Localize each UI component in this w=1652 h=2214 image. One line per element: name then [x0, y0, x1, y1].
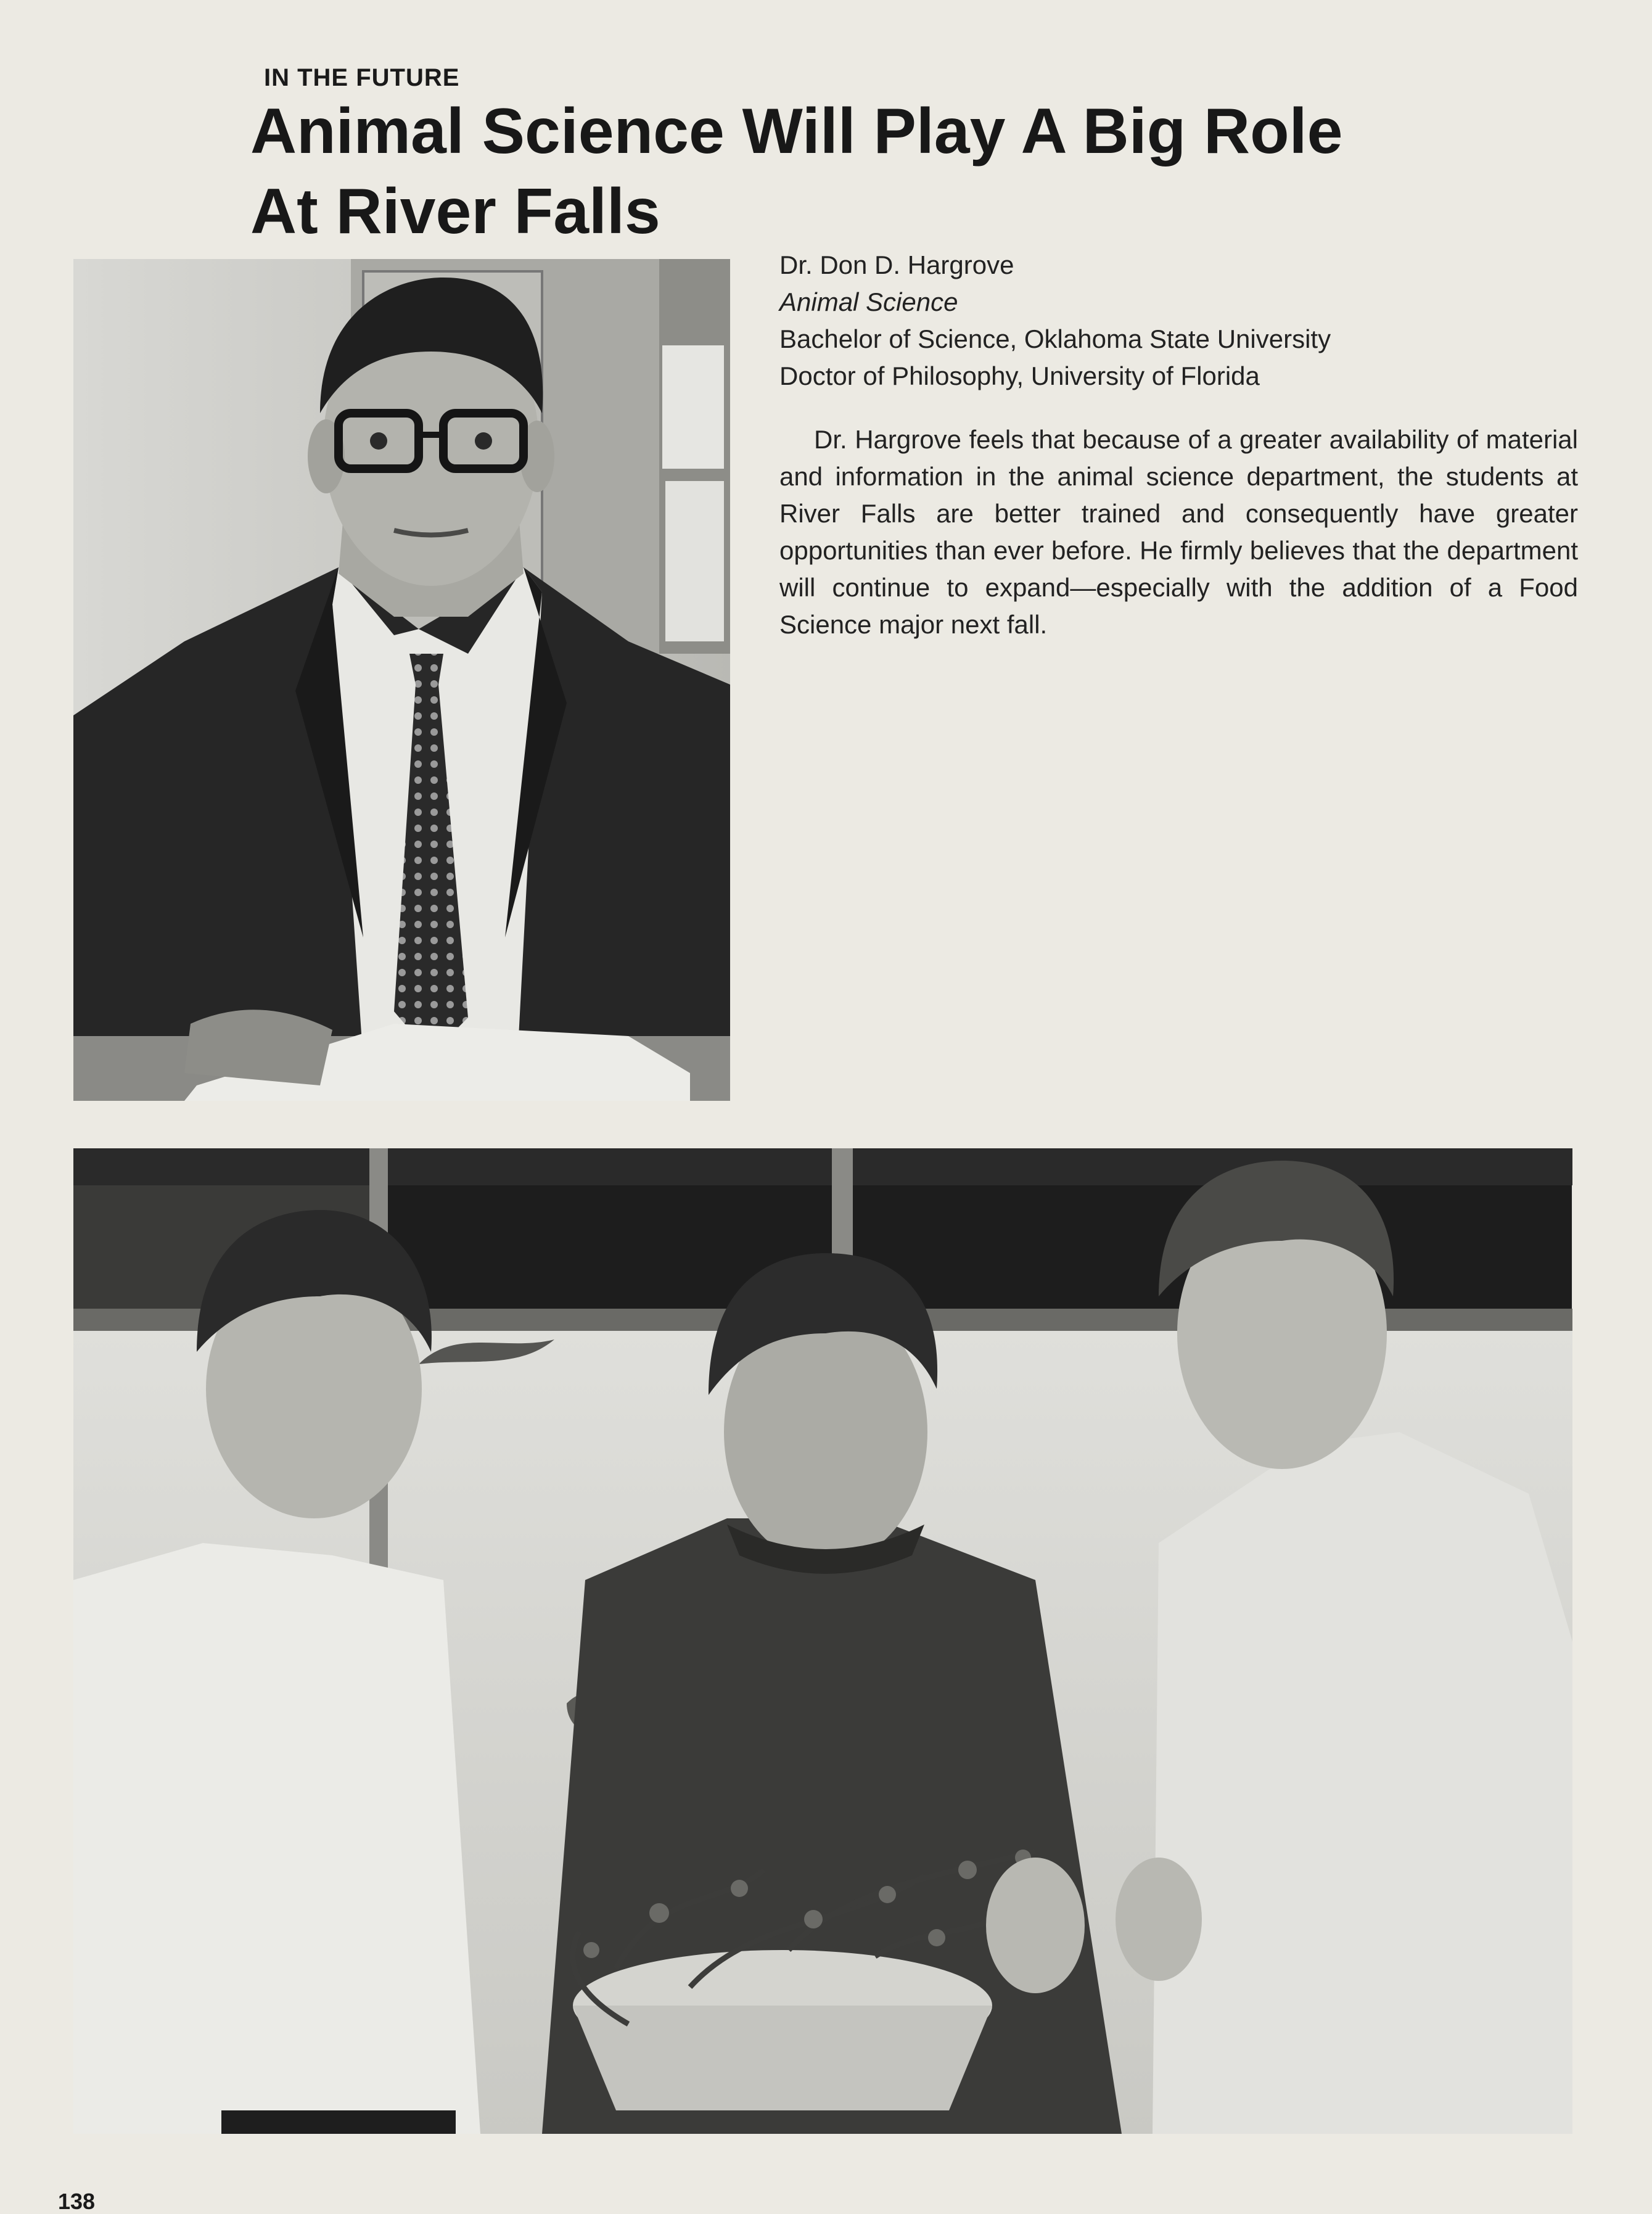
profile-degree-bachelor: Bachelor of Science, Oklahoma State University — [779, 324, 1331, 353]
page-number: 138 — [58, 2189, 96, 2214]
kicker: IN THE FUTURE — [264, 64, 460, 91]
students-photo — [73, 1148, 1572, 2134]
portrait-photo — [73, 259, 730, 1101]
profile-block — [779, 247, 1578, 395]
profile-name: Dr. Don D. Hargrove — [779, 250, 1014, 279]
profile-department: Animal Science — [779, 287, 958, 316]
headline-line-2: At River Falls — [250, 176, 660, 247]
profile-degree-doctorate: Doctor of Philosophy, University of Florida — [779, 361, 1260, 390]
headline — [250, 91, 1638, 252]
headline-line-1: Animal Science Will Play A Big Role — [250, 96, 1343, 167]
article-body: Dr. Hargrove feels that because of a greater availability of material and information in the animal science department, the students at River Falls are better trained and consequently have greater opportunities than ever before. He firmly believes that the department will continue to expand—especially with the addition of a Food Science major next fall. — [779, 425, 1578, 639]
